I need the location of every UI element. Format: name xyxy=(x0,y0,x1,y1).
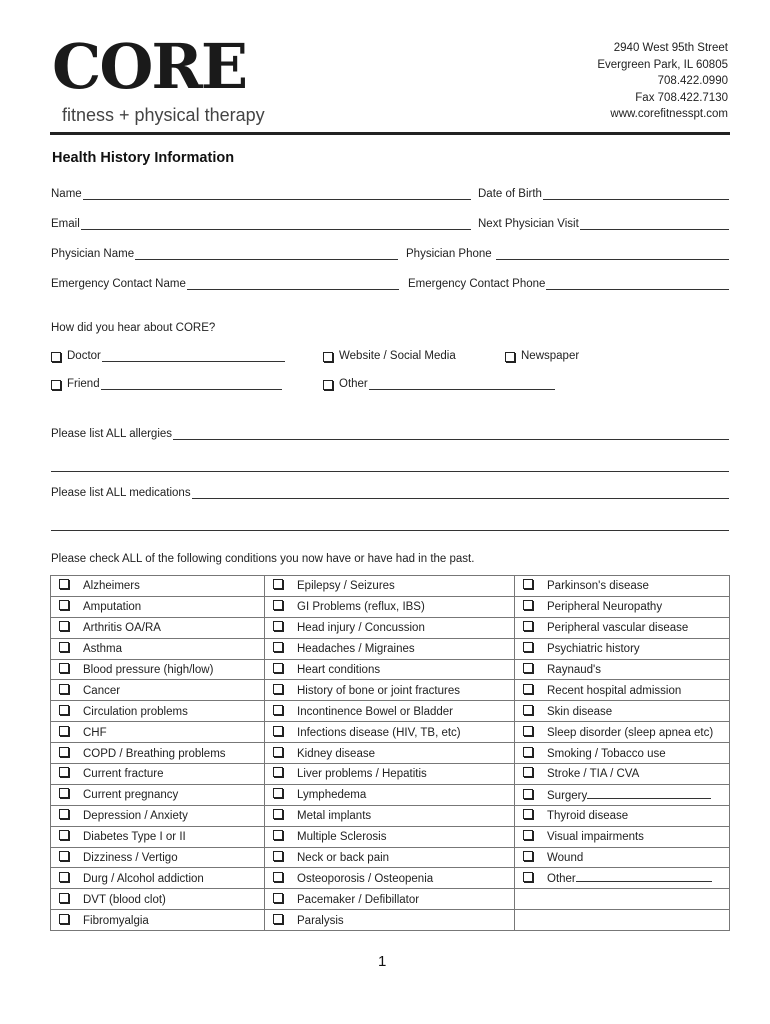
condition-label: Fibromyalgia xyxy=(83,914,149,927)
allergies-label: Please list ALL allergies xyxy=(51,428,173,440)
condition-label: Durg / Alcohol addiction xyxy=(83,872,204,885)
condition-cell[interactable] xyxy=(51,743,265,764)
condition-label: Psychiatric history xyxy=(547,643,640,656)
conditions-row xyxy=(51,826,730,847)
condition-cell[interactable] xyxy=(515,596,730,617)
conditions-row xyxy=(51,847,730,868)
condition-label: Multiple Sclerosis xyxy=(297,831,387,844)
checkbox-icon[interactable] xyxy=(273,747,283,757)
condition-cell[interactable] xyxy=(51,701,265,722)
condition-cell[interactable] xyxy=(515,722,730,743)
checkbox-icon[interactable] xyxy=(505,352,515,362)
condition-cell[interactable] xyxy=(265,764,515,785)
checkbox-icon[interactable] xyxy=(523,684,533,694)
hear-option-other[interactable] xyxy=(323,378,555,390)
condition-label: Blood pressure (high/low) xyxy=(83,664,214,676)
condition-label: Dizziness / Vertigo xyxy=(83,852,178,865)
condition-cell[interactable] xyxy=(51,868,265,889)
condition-label: Depression / Anxiety xyxy=(83,810,188,823)
condition-cell[interactable] xyxy=(265,617,515,638)
option-label: Friend xyxy=(67,378,100,390)
condition-label: Metal implants xyxy=(297,810,372,823)
checkbox-icon[interactable] xyxy=(59,684,69,694)
condition-label: Heart conditions xyxy=(297,664,381,676)
checkbox-icon[interactable] xyxy=(273,872,283,882)
checkbox-icon[interactable] xyxy=(523,747,533,757)
condition-label: Peripheral Neuropathy xyxy=(547,601,663,614)
condition-cell[interactable] xyxy=(51,576,265,597)
condition-cell[interactable] xyxy=(515,868,730,889)
medications-label: Please list ALL medications xyxy=(51,487,191,499)
condition-cell[interactable] xyxy=(265,826,515,847)
checkbox-icon[interactable] xyxy=(523,621,533,631)
option-label: Website / Social Media xyxy=(339,350,456,362)
email-field[interactable] xyxy=(51,218,471,230)
condition-label: CHF xyxy=(83,726,107,739)
conditions-row xyxy=(51,805,730,826)
checkbox-icon[interactable] xyxy=(51,380,61,390)
conditions-row xyxy=(51,659,730,680)
checkbox-icon[interactable] xyxy=(523,579,533,589)
checkbox-icon[interactable] xyxy=(59,600,69,610)
checkbox-icon[interactable] xyxy=(523,830,533,840)
checkbox-icon[interactable] xyxy=(273,851,283,861)
condition-label: Smoking / Tobacco use xyxy=(547,747,666,760)
checkbox-icon[interactable] xyxy=(273,663,283,673)
checkbox-icon[interactable] xyxy=(273,621,283,631)
conditions-row xyxy=(51,784,730,805)
checkbox-icon[interactable] xyxy=(273,600,283,610)
checkbox-icon[interactable] xyxy=(59,767,69,777)
medications-field[interactable] xyxy=(51,487,729,499)
checkbox-icon[interactable] xyxy=(59,663,69,673)
dob-label: Date of Birth xyxy=(478,188,542,200)
condition-cell[interactable] xyxy=(51,722,265,743)
condition-cell[interactable] xyxy=(51,617,265,638)
condition-cell[interactable] xyxy=(265,596,515,617)
condition-cell[interactable] xyxy=(265,743,515,764)
conditions-table xyxy=(50,575,730,931)
condition-cell[interactable] xyxy=(515,638,730,659)
hear-option-doctor[interactable] xyxy=(51,350,285,362)
core-logo: CORE xyxy=(52,30,247,103)
conditions-row xyxy=(51,868,730,889)
page-number: 1 xyxy=(378,953,387,970)
condition-cell[interactable] xyxy=(51,910,265,931)
checkbox-icon[interactable] xyxy=(273,579,283,589)
address-phone: 708.422.0990 xyxy=(657,75,728,87)
email-label: Email xyxy=(51,218,80,230)
condition-cell[interactable] xyxy=(51,889,265,910)
condition-label: COPD / Breathing problems xyxy=(83,747,226,760)
condition-label: Neck or back pain xyxy=(297,852,390,865)
physician-name-label: Physician Name xyxy=(51,248,135,260)
condition-cell[interactable] xyxy=(515,847,730,868)
address-website: www.corefitnesspt.com xyxy=(610,108,728,120)
condition-label: Asthma xyxy=(83,643,122,656)
condition-label: Infections disease (HIV, TB, etc) xyxy=(297,726,461,739)
checkbox-icon[interactable] xyxy=(51,352,61,362)
condition-label: Diabetes Type I or II xyxy=(83,831,186,844)
condition-label: Lymphedema xyxy=(297,789,367,802)
checkbox-icon[interactable] xyxy=(59,809,69,819)
dob-field[interactable] xyxy=(478,188,729,200)
condition-label: DVT (blood clot) xyxy=(83,893,166,906)
conditions-row xyxy=(51,596,730,617)
condition-cell[interactable] xyxy=(515,701,730,722)
condition-cell[interactable] xyxy=(51,764,265,785)
next-visit-field[interactable] xyxy=(478,218,729,230)
condition-label: Head injury / Concussion xyxy=(297,622,425,635)
name-field[interactable] xyxy=(51,188,471,200)
checkbox-icon[interactable] xyxy=(273,767,283,777)
checkbox-icon[interactable] xyxy=(523,767,533,777)
condition-label: Peripheral vascular disease xyxy=(547,622,689,635)
condition-cell[interactable] xyxy=(265,576,515,597)
allergies-field[interactable] xyxy=(51,428,729,440)
conditions-row xyxy=(51,722,730,743)
checkbox-icon[interactable] xyxy=(523,789,533,799)
conditions-row xyxy=(51,764,730,785)
condition-cell[interactable] xyxy=(515,617,730,638)
checkbox-icon[interactable] xyxy=(323,352,333,362)
condition-label: Arthritis OA/RA xyxy=(83,622,161,635)
condition-label: Surgery xyxy=(547,789,588,802)
emergency-phone-field[interactable] xyxy=(408,278,729,290)
condition-cell[interactable] xyxy=(515,576,730,597)
condition-cell[interactable] xyxy=(265,680,515,701)
condition-cell[interactable] xyxy=(265,889,515,910)
condition-cell[interactable] xyxy=(51,659,265,680)
condition-label: History of bone or joint fractures xyxy=(297,684,460,697)
condition-label: Stroke / TIA / CVA xyxy=(547,768,640,781)
condition-cell[interactable] xyxy=(51,805,265,826)
name-label: Name xyxy=(51,188,82,200)
checkbox-icon[interactable] xyxy=(273,809,283,819)
condition-label: GI Problems (reflux, IBS) xyxy=(297,601,425,614)
checkbox-icon[interactable] xyxy=(273,788,283,798)
condition-cell[interactable] xyxy=(51,847,265,868)
checkbox-icon[interactable] xyxy=(523,600,533,610)
condition-cell[interactable] xyxy=(51,784,265,805)
checkbox-icon[interactable] xyxy=(523,726,533,736)
checkbox-icon[interactable] xyxy=(59,788,69,798)
condition-cell[interactable] xyxy=(265,638,515,659)
checkbox-icon[interactable] xyxy=(273,726,283,736)
condition-cell[interactable] xyxy=(515,805,730,826)
condition-cell[interactable] xyxy=(265,722,515,743)
condition-cell[interactable] xyxy=(515,764,730,785)
conditions-prompt: Please check ALL of the following conditions you now have or have had in the past. xyxy=(51,553,475,565)
checkbox-icon[interactable] xyxy=(273,684,283,694)
address-fax: Fax 708.422.7130 xyxy=(635,91,728,104)
surgery-write-line[interactable] xyxy=(587,788,711,799)
checkbox-icon[interactable] xyxy=(523,872,533,882)
physician-phone-field[interactable] xyxy=(406,248,729,260)
checkbox-icon[interactable] xyxy=(59,872,69,882)
condition-cell[interactable] xyxy=(265,868,515,889)
checkbox-icon[interactable] xyxy=(59,914,69,924)
condition-cell[interactable] xyxy=(515,784,730,805)
condition-cell xyxy=(515,910,730,931)
condition-cell[interactable] xyxy=(51,680,265,701)
conditions-row xyxy=(51,701,730,722)
condition-cell[interactable] xyxy=(265,847,515,868)
condition-cell[interactable] xyxy=(515,826,730,847)
condition-label: Other xyxy=(547,873,576,886)
checkbox-icon[interactable] xyxy=(523,663,533,673)
checkbox-icon[interactable] xyxy=(523,809,533,819)
hear-question: How did you hear about CORE? xyxy=(51,322,216,334)
checkbox-icon[interactable] xyxy=(273,830,283,840)
conditions-row xyxy=(51,910,730,931)
condition-label: Osteoporosis / Osteopenia xyxy=(297,872,434,885)
condition-cell[interactable] xyxy=(515,680,730,701)
checkbox-icon[interactable] xyxy=(273,642,283,652)
condition-label: Paralysis xyxy=(297,914,344,927)
condition-label: Skin disease xyxy=(547,705,613,718)
condition-label: Sleep disorder (sleep apnea etc) xyxy=(547,726,714,739)
checkbox-icon[interactable] xyxy=(59,705,69,715)
address-city: Evergreen Park, IL 60805 xyxy=(597,58,728,71)
condition-label: Circulation problems xyxy=(83,705,188,718)
condition-label: Parkinson's disease xyxy=(547,580,649,593)
other-write-line[interactable] xyxy=(576,871,712,882)
emergency-name-label: Emergency Contact Name xyxy=(51,278,186,290)
condition-label: Kidney disease xyxy=(297,747,375,760)
condition-label: Current fracture xyxy=(83,768,164,781)
checkbox-icon[interactable] xyxy=(59,579,69,589)
condition-label: Thyroid disease xyxy=(547,810,629,823)
checkbox-icon[interactable] xyxy=(59,726,69,736)
checkbox-icon[interactable] xyxy=(59,621,69,631)
conditions-row xyxy=(51,638,730,659)
condition-label: Raynaud's xyxy=(547,664,601,676)
condition-cell[interactable] xyxy=(515,743,730,764)
condition-label: Current pregnancy xyxy=(83,789,179,802)
conditions-row xyxy=(51,680,730,701)
checkbox-icon[interactable] xyxy=(323,380,333,390)
condition-label: Epilepsy / Seizures xyxy=(297,580,395,593)
checkbox-icon[interactable] xyxy=(59,642,69,652)
conditions-row xyxy=(51,617,730,638)
form-title: Health History Information xyxy=(52,150,235,166)
logo-subtitle: fitness + physical therapy xyxy=(62,105,265,125)
condition-label: Incontinence Bowel or Bladder xyxy=(297,705,453,718)
condition-label: Pacemaker / Defibillator xyxy=(297,893,420,906)
checkbox-icon[interactable] xyxy=(273,705,283,715)
checkbox-icon[interactable] xyxy=(273,914,283,924)
condition-label: Recent hospital admission xyxy=(547,684,682,697)
conditions-row xyxy=(51,743,730,764)
checkbox-icon[interactable] xyxy=(523,642,533,652)
condition-cell[interactable] xyxy=(51,826,265,847)
option-label: Newspaper xyxy=(521,350,580,362)
clinic-address xyxy=(597,40,728,123)
condition-cell[interactable] xyxy=(515,659,730,680)
allergies-extra-line[interactable] xyxy=(51,471,729,472)
checkbox-icon[interactable] xyxy=(523,705,533,715)
condition-cell[interactable] xyxy=(265,805,515,826)
condition-label: Visual impairments xyxy=(547,831,644,844)
medications-extra-line[interactable] xyxy=(51,530,729,531)
checkbox-icon[interactable] xyxy=(523,851,533,861)
condition-cell[interactable] xyxy=(265,784,515,805)
emergency-phone-label: Emergency Contact Phone xyxy=(408,278,546,290)
condition-label: Alzheimers xyxy=(83,580,140,593)
conditions-row xyxy=(51,576,730,597)
checkbox-icon[interactable] xyxy=(59,830,69,840)
checkbox-icon[interactable] xyxy=(59,893,69,903)
physician-phone-label: Physician Phone xyxy=(406,248,492,260)
option-label: Other xyxy=(339,378,368,390)
hear-option-website[interactable] xyxy=(323,350,456,362)
condition-cell[interactable] xyxy=(51,638,265,659)
condition-cell[interactable] xyxy=(265,659,515,680)
condition-label: Wound xyxy=(547,852,584,865)
header-divider xyxy=(50,132,730,135)
conditions-row xyxy=(51,889,730,910)
condition-label: Amputation xyxy=(83,601,142,614)
emergency-name-field[interactable] xyxy=(51,278,399,290)
checkbox-icon[interactable] xyxy=(59,851,69,861)
condition-cell[interactable] xyxy=(265,910,515,931)
condition-cell[interactable] xyxy=(265,701,515,722)
condition-label: Liver problems / Hepatitis xyxy=(297,768,427,781)
hear-option-friend[interactable] xyxy=(51,378,282,390)
checkbox-icon[interactable] xyxy=(273,893,283,903)
address-street: 2940 West 95th Street xyxy=(613,42,728,54)
hear-option-newspaper[interactable] xyxy=(505,350,579,362)
condition-label: Headaches / Migraines xyxy=(297,643,415,656)
condition-cell[interactable] xyxy=(51,596,265,617)
option-label: Doctor xyxy=(67,350,101,362)
condition-cell xyxy=(515,889,730,910)
physician-name-field[interactable] xyxy=(51,248,398,260)
checkbox-icon[interactable] xyxy=(59,747,69,757)
condition-label: Cancer xyxy=(83,684,121,697)
next-visit-label: Next Physician Visit xyxy=(478,218,579,230)
